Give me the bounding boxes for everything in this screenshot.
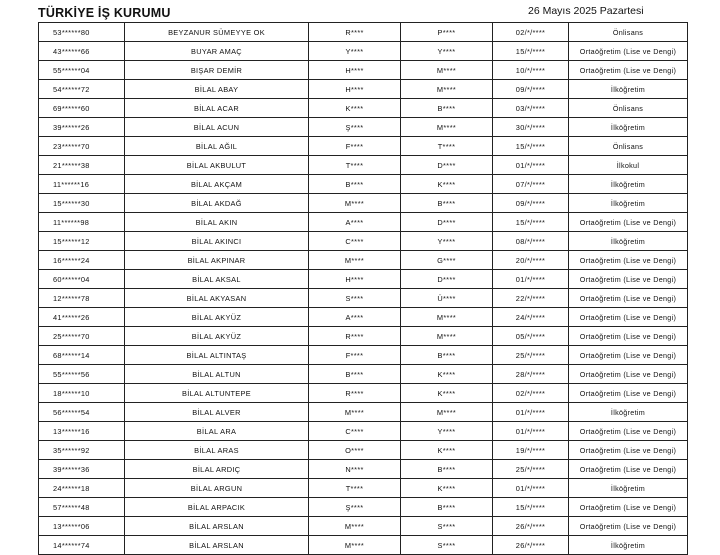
masked-field-b-cell: B**** <box>401 498 493 517</box>
table-row <box>39 289 688 308</box>
masked-field-b-cell: K**** <box>401 365 493 384</box>
name-cell: BİLAL ARAS <box>125 441 309 460</box>
masked-date-cell: 22/*/**** <box>493 289 569 308</box>
masked-field-a-cell: K**** <box>309 99 401 118</box>
masked-date-cell: 01/*/**** <box>493 479 569 498</box>
masked-id-cell: 53******80 <box>39 23 125 42</box>
masked-id-cell: 13******16 <box>39 422 125 441</box>
masked-field-a-cell: H**** <box>309 80 401 99</box>
masked-id-cell: 16******24 <box>39 251 125 270</box>
table-row <box>39 42 688 61</box>
masked-field-a-cell: B**** <box>309 365 401 384</box>
name-cell: BİLAL AKYÜZ <box>125 327 309 346</box>
masked-id-cell: 41******26 <box>39 308 125 327</box>
masked-field-b-cell: M**** <box>401 118 493 137</box>
masked-field-a-cell: T**** <box>309 156 401 175</box>
education-level-cell: Ortaöğretim (Lise ve Dengi) <box>569 61 688 80</box>
education-level-cell: Ortaöğretim (Lise ve Dengi) <box>569 251 688 270</box>
table-row <box>39 251 688 270</box>
masked-field-b-cell: B**** <box>401 460 493 479</box>
education-level-cell: Ortaöğretim (Lise ve Dengi) <box>569 384 688 403</box>
masked-field-a-cell: Ş**** <box>309 118 401 137</box>
masked-date-cell: 02/*/**** <box>493 384 569 403</box>
table-row <box>39 80 688 99</box>
masked-field-a-cell: N**** <box>309 460 401 479</box>
education-level-cell: İlköğretim <box>569 118 688 137</box>
table-row <box>39 61 688 80</box>
masked-date-cell: 19/*/**** <box>493 441 569 460</box>
masked-date-cell: 15/*/**** <box>493 42 569 61</box>
masked-id-cell: 57******48 <box>39 498 125 517</box>
table-row <box>39 194 688 213</box>
name-cell: BİLAL ALTINTAŞ <box>125 346 309 365</box>
name-cell: BİLAL AKBULUT <box>125 156 309 175</box>
masked-field-b-cell: M**** <box>401 308 493 327</box>
masked-date-cell: 01/*/**** <box>493 156 569 175</box>
education-level-cell: Ortaöğretim (Lise ve Dengi) <box>569 346 688 365</box>
masked-date-cell: 25/*/**** <box>493 460 569 479</box>
education-level-cell: Ortaöğretim (Lise ve Dengi) <box>569 270 688 289</box>
masked-date-cell: 15/*/**** <box>493 137 569 156</box>
name-cell: BİLAL ALTUN <box>125 365 309 384</box>
page-header <box>0 0 720 22</box>
education-level-cell: İlköğretim <box>569 175 688 194</box>
name-cell: BİLAL ALTUNTEPE <box>125 384 309 403</box>
masked-field-a-cell: T**** <box>309 479 401 498</box>
masked-id-cell: 39******26 <box>39 118 125 137</box>
applicant-table-body <box>39 23 688 555</box>
table-row <box>39 23 688 42</box>
name-cell: BIŞAR DEMİR <box>125 61 309 80</box>
masked-id-cell: 11******98 <box>39 213 125 232</box>
masked-field-b-cell: K**** <box>401 384 493 403</box>
masked-id-cell: 55******04 <box>39 61 125 80</box>
masked-field-b-cell: Ü**** <box>401 289 493 308</box>
name-cell: BİLAL ARSLAN <box>125 536 309 555</box>
masked-field-a-cell: M**** <box>309 194 401 213</box>
education-level-cell: İlköğretim <box>569 80 688 99</box>
name-cell: BİLAL AKYASAN <box>125 289 309 308</box>
table-row <box>39 479 688 498</box>
table-row <box>39 308 688 327</box>
masked-field-a-cell: M**** <box>309 251 401 270</box>
masked-field-b-cell: Y**** <box>401 42 493 61</box>
education-level-cell: Önlisans <box>569 137 688 156</box>
masked-field-b-cell: Y**** <box>401 422 493 441</box>
masked-field-a-cell: C**** <box>309 232 401 251</box>
masked-date-cell: 30/*/**** <box>493 118 569 137</box>
masked-id-cell: 24******18 <box>39 479 125 498</box>
masked-id-cell: 18******10 <box>39 384 125 403</box>
education-level-cell: Ortaöğretim (Lise ve Dengi) <box>569 42 688 61</box>
table-row <box>39 213 688 232</box>
masked-field-b-cell: P**** <box>401 23 493 42</box>
name-cell: BİLAL AKDAĞ <box>125 194 309 213</box>
table-row <box>39 422 688 441</box>
masked-date-cell: 10/*/**** <box>493 61 569 80</box>
masked-date-cell: 02/*/**** <box>493 23 569 42</box>
masked-field-b-cell: T**** <box>401 137 493 156</box>
masked-date-cell: 20/*/**** <box>493 251 569 270</box>
table-row <box>39 175 688 194</box>
masked-id-cell: 54******72 <box>39 80 125 99</box>
education-level-cell: İlköğretim <box>569 194 688 213</box>
table-row <box>39 441 688 460</box>
name-cell: BİLAL ALVER <box>125 403 309 422</box>
masked-field-b-cell: D**** <box>401 156 493 175</box>
table-row <box>39 517 688 536</box>
name-cell: BİLAL ACAR <box>125 99 309 118</box>
name-cell: BİLAL ACUN <box>125 118 309 137</box>
masked-date-cell: 26/*/**** <box>493 536 569 555</box>
table-row <box>39 137 688 156</box>
education-level-cell: İlköğretim <box>569 403 688 422</box>
document-date: 26 Mayıs 2025 Pazartesi <box>528 5 644 17</box>
education-level-cell: Ortaöğretim (Lise ve Dengi) <box>569 289 688 308</box>
masked-field-b-cell: G**** <box>401 251 493 270</box>
masked-date-cell: 01/*/**** <box>493 270 569 289</box>
masked-date-cell: 07/*/**** <box>493 175 569 194</box>
masked-id-cell: 13******06 <box>39 517 125 536</box>
masked-field-a-cell: H**** <box>309 61 401 80</box>
masked-field-b-cell: B**** <box>401 346 493 365</box>
name-cell: BİLAL AKYÜZ <box>125 308 309 327</box>
masked-date-cell: 03/*/**** <box>493 99 569 118</box>
education-level-cell: İlkokul <box>569 156 688 175</box>
education-level-cell: Ortaöğretim (Lise ve Dengi) <box>569 460 688 479</box>
masked-field-a-cell: M**** <box>309 536 401 555</box>
masked-field-b-cell: B**** <box>401 194 493 213</box>
masked-field-b-cell: K**** <box>401 479 493 498</box>
education-level-cell: Ortaöğretim (Lise ve Dengi) <box>569 365 688 384</box>
name-cell: BİLAL ABAY <box>125 80 309 99</box>
education-level-cell: İlköğretim <box>569 232 688 251</box>
name-cell: BİLAL AKPINAR <box>125 251 309 270</box>
name-cell: BUYAR AMAÇ <box>125 42 309 61</box>
masked-field-b-cell: B**** <box>401 99 493 118</box>
masked-date-cell: 05/*/**** <box>493 327 569 346</box>
masked-field-a-cell: R**** <box>309 384 401 403</box>
masked-id-cell: 69******60 <box>39 99 125 118</box>
name-cell: BİLAL ARA <box>125 422 309 441</box>
masked-id-cell: 14******74 <box>39 536 125 555</box>
masked-id-cell: 12******78 <box>39 289 125 308</box>
applicant-table <box>38 22 688 555</box>
table-row <box>39 232 688 251</box>
masked-field-a-cell: H**** <box>309 270 401 289</box>
education-level-cell: İlköğretim <box>569 479 688 498</box>
masked-field-a-cell: S**** <box>309 289 401 308</box>
masked-id-cell: 68******14 <box>39 346 125 365</box>
masked-date-cell: 01/*/**** <box>493 422 569 441</box>
masked-date-cell: 01/*/**** <box>493 403 569 422</box>
table-row <box>39 384 688 403</box>
masked-field-a-cell: F**** <box>309 137 401 156</box>
name-cell: BİLAL AKIN <box>125 213 309 232</box>
masked-field-a-cell: C**** <box>309 422 401 441</box>
masked-date-cell: 15/*/**** <box>493 213 569 232</box>
masked-field-b-cell: K**** <box>401 441 493 460</box>
table-row <box>39 327 688 346</box>
masked-field-b-cell: S**** <box>401 517 493 536</box>
name-cell: BİLAL ARDIÇ <box>125 460 309 479</box>
masked-id-cell: 23******70 <box>39 137 125 156</box>
table-row <box>39 365 688 384</box>
education-level-cell: Ortaöğretim (Lise ve Dengi) <box>569 422 688 441</box>
masked-field-a-cell: M**** <box>309 403 401 422</box>
masked-id-cell: 35******92 <box>39 441 125 460</box>
table-row <box>39 118 688 137</box>
table-row <box>39 270 688 289</box>
masked-id-cell: 55******56 <box>39 365 125 384</box>
table-row <box>39 346 688 365</box>
masked-date-cell: 25/*/**** <box>493 346 569 365</box>
masked-id-cell: 43******66 <box>39 42 125 61</box>
name-cell: BİLAL ARGUN <box>125 479 309 498</box>
name-cell: BİLAL AKÇAM <box>125 175 309 194</box>
masked-id-cell: 15******30 <box>39 194 125 213</box>
table-row <box>39 460 688 479</box>
name-cell: BİLAL ARPACIK <box>125 498 309 517</box>
masked-field-a-cell: A**** <box>309 213 401 232</box>
name-cell: BİLAL AKINCI <box>125 232 309 251</box>
masked-field-a-cell: Ş**** <box>309 498 401 517</box>
masked-field-b-cell: M**** <box>401 403 493 422</box>
masked-id-cell: 21******38 <box>39 156 125 175</box>
masked-field-a-cell: Y**** <box>309 42 401 61</box>
masked-field-b-cell: M**** <box>401 80 493 99</box>
masked-date-cell: 26/*/**** <box>493 517 569 536</box>
masked-field-a-cell: M**** <box>309 517 401 536</box>
education-level-cell: Ortaöğretim (Lise ve Dengi) <box>569 327 688 346</box>
masked-date-cell: 09/*/**** <box>493 194 569 213</box>
masked-field-b-cell: S**** <box>401 536 493 555</box>
masked-id-cell: 39******36 <box>39 460 125 479</box>
education-level-cell: Ortaöğretim (Lise ve Dengi) <box>569 441 688 460</box>
masked-id-cell: 11******16 <box>39 175 125 194</box>
name-cell: BİLAL ARSLAN <box>125 517 309 536</box>
education-level-cell: Önlisans <box>569 23 688 42</box>
masked-field-a-cell: R**** <box>309 23 401 42</box>
masked-date-cell: 09/*/**** <box>493 80 569 99</box>
masked-id-cell: 60******04 <box>39 270 125 289</box>
organization-title: TÜRKİYE İŞ KURUMU <box>38 6 171 20</box>
education-level-cell: İlköğretim <box>569 536 688 555</box>
masked-field-a-cell: O**** <box>309 441 401 460</box>
masked-field-a-cell: A**** <box>309 308 401 327</box>
name-cell: BEYZANUR SÜMEYYE OK <box>125 23 309 42</box>
masked-date-cell: 28/*/**** <box>493 365 569 384</box>
masked-id-cell: 56******54 <box>39 403 125 422</box>
table-row <box>39 403 688 422</box>
masked-date-cell: 24/*/**** <box>493 308 569 327</box>
masked-field-a-cell: R**** <box>309 327 401 346</box>
masked-field-a-cell: F**** <box>309 346 401 365</box>
table-row <box>39 498 688 517</box>
education-level-cell: Ortaöğretim (Lise ve Dengi) <box>569 498 688 517</box>
masked-id-cell: 25******70 <box>39 327 125 346</box>
table-row <box>39 536 688 555</box>
masked-field-b-cell: D**** <box>401 213 493 232</box>
name-cell: BİLAL AKSAL <box>125 270 309 289</box>
masked-field-b-cell: K**** <box>401 175 493 194</box>
masked-field-b-cell: M**** <box>401 327 493 346</box>
education-level-cell: Ortaöğretim (Lise ve Dengi) <box>569 517 688 536</box>
education-level-cell: Önlisans <box>569 99 688 118</box>
education-level-cell: Ortaöğretim (Lise ve Dengi) <box>569 213 688 232</box>
masked-field-b-cell: Y**** <box>401 232 493 251</box>
masked-date-cell: 08/*/**** <box>493 232 569 251</box>
masked-date-cell: 15/*/**** <box>493 498 569 517</box>
masked-id-cell: 15******12 <box>39 232 125 251</box>
table-row <box>39 99 688 118</box>
masked-field-b-cell: M**** <box>401 61 493 80</box>
masked-field-a-cell: B**** <box>309 175 401 194</box>
table-row <box>39 156 688 175</box>
education-level-cell: Ortaöğretim (Lise ve Dengi) <box>569 308 688 327</box>
masked-field-b-cell: D**** <box>401 270 493 289</box>
name-cell: BİLAL AĞIL <box>125 137 309 156</box>
